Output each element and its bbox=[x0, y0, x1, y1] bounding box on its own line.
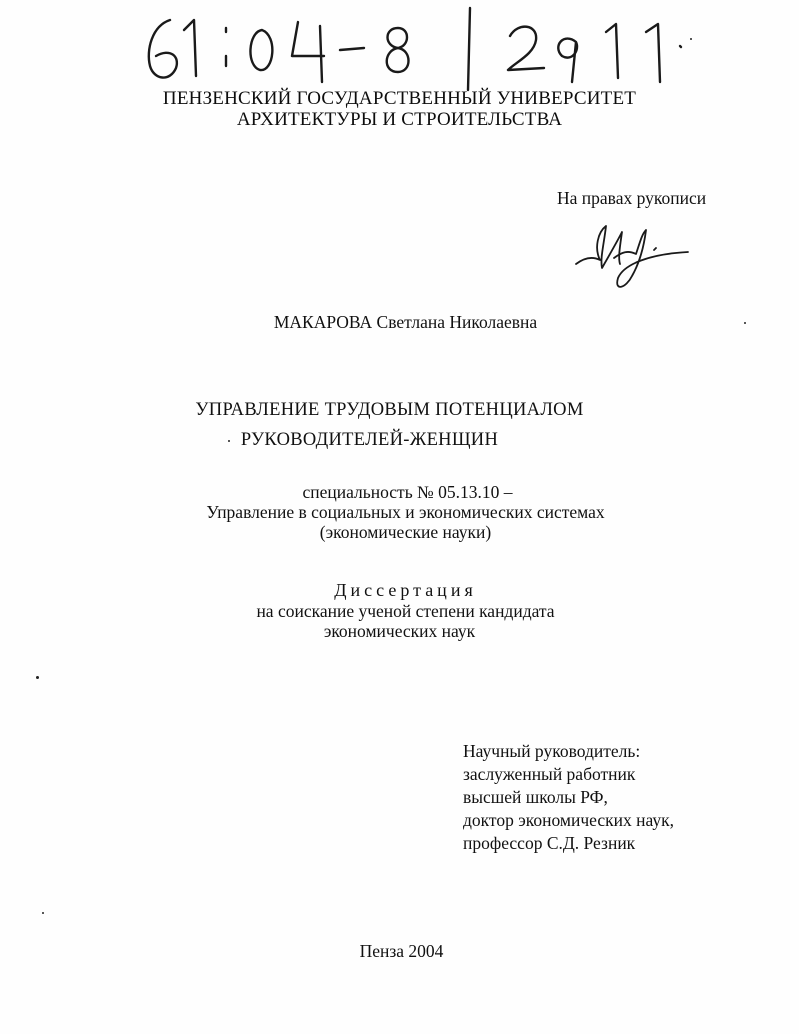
dissertation-heading: Диссертация bbox=[334, 580, 477, 600]
signature-icon bbox=[570, 218, 700, 298]
advisor-line4: доктор экономических наук, bbox=[463, 810, 674, 830]
specialty-line2: Управление в социальных и экономических системах bbox=[206, 502, 605, 522]
dissertation-degree-line2: экономических наук bbox=[323, 621, 476, 641]
specialty-line1: специальность № 05.13.10 – bbox=[302, 482, 513, 502]
archive-code-text bbox=[140, 6, 221, 20]
scan-speck bbox=[690, 38, 692, 40]
university-name-line2: АРХИТЕКТУРЫ И СТРОИТЕЛЬСТВА bbox=[236, 109, 563, 130]
archive-code-handwriting-icon bbox=[140, 6, 700, 94]
city-year: Пенза 2004 bbox=[359, 941, 444, 961]
dissertation-degree-line1: на соискание ученой степени кандидата bbox=[256, 601, 555, 621]
specialty-line3: (экономические науки) bbox=[319, 522, 492, 542]
advisor-line3: высшей школы РФ, bbox=[463, 787, 608, 807]
scientific-advisor-block bbox=[463, 740, 674, 855]
advisor-line2: заслуженный работник bbox=[463, 764, 636, 784]
handwritten-archive-code bbox=[140, 6, 700, 94]
advisor-line1: Научный руководитель: bbox=[463, 741, 641, 761]
dissertation-title-line2: РУКОВОДИТЕЛЕЙ-ЖЕНЩИН bbox=[240, 430, 499, 450]
scan-speck bbox=[228, 440, 230, 442]
dissertation-title-line1: УПРАВЛЕНИЕ ТРУДОВЫМ ПОТЕНЦИАЛОМ bbox=[195, 400, 584, 420]
scan-speck bbox=[42, 912, 44, 914]
author-name: МАКАРОВА Светлана Николаевна bbox=[273, 312, 538, 332]
university-name-line1: ПЕНЗЕНСКИЙ ГОСУДАРСТВЕННЫЙ УНИВЕРСИТЕТ bbox=[162, 88, 637, 109]
manuscript-rights: На правах рукописи bbox=[557, 188, 707, 208]
advisor-line5: профессор С.Д. Резник bbox=[463, 833, 636, 853]
scan-speck bbox=[744, 322, 746, 324]
scan-speck bbox=[36, 676, 39, 679]
